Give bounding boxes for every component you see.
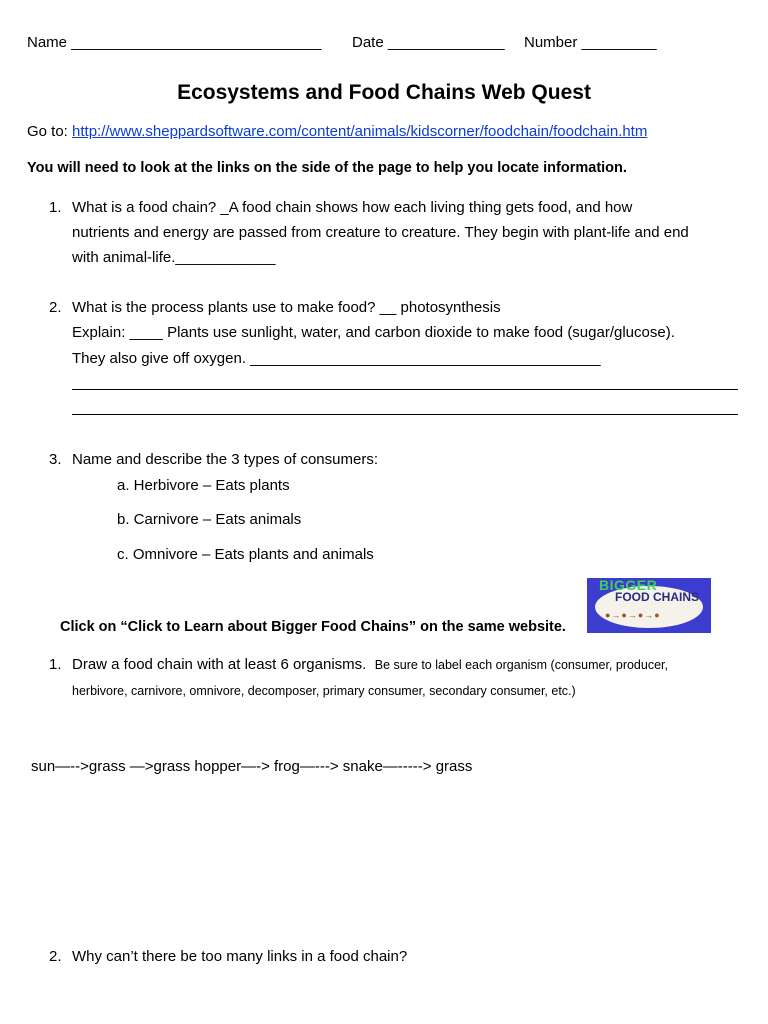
answer-blank-line-1 (72, 389, 738, 390)
q2-line-3: They also give off oxygen. __________________________________________ (72, 350, 601, 367)
badge-bigger-text: BIGGER (599, 578, 658, 593)
q1-line-3: with animal-life.____________ (72, 249, 276, 266)
p2-q2-number: 2. (49, 948, 62, 965)
q2-line-1: What is the process plants use to make food? __ photosynthesis (72, 299, 501, 316)
p2-q1-main: Draw a food chain with at least 6 organisms. (72, 656, 367, 673)
p2-q1-note-1: Be sure to label each organism (consumer, producer, (374, 658, 668, 672)
bigger-food-chains-instruction: Click on “Click to Learn about Bigger Food Chains” on the same website. (60, 619, 566, 635)
goto-label: Go to: (27, 123, 73, 140)
food-chain-answer: sun—-->grass —>grass hopper—-> frog—---> snake—-----> grass (31, 758, 473, 775)
p2-q1-line-1 (72, 656, 668, 674)
q3-item-omnivore: c. Omnivore – Eats plants and animals (117, 546, 374, 563)
q1-number: 1. (49, 199, 62, 216)
goto-line (27, 123, 647, 140)
badge-food-chains-text: FOOD CHAINS (615, 590, 699, 604)
p2-q1-number: 1. (49, 656, 62, 673)
bigger-food-chains-image (587, 578, 711, 633)
q1-line-2: nutrients and energy are passed from creature to creature. They begin with plant-life and end (72, 224, 689, 241)
instruction-text: You will need to look at the links on the side of the page to help you locate information. (27, 160, 627, 176)
date-field: Date ______________ (352, 34, 505, 51)
name-field: Name ______________________________ (27, 34, 322, 51)
sheppard-link[interactable]: http://www.sheppardsoftware.com/content/animals/kidscorner/foodchain/foodchain.htm (72, 123, 648, 140)
q2-number: 2. (49, 299, 62, 316)
answer-blank-line-2 (72, 414, 738, 415)
q1-line-1: What is a food chain? _A food chain shows how each living thing gets food, and how (72, 199, 633, 216)
q3-number: 3. (49, 451, 62, 468)
q3-prompt: Name and describe the 3 types of consumers: (72, 451, 378, 468)
badge-animals-icon: ●→●→●→● (605, 610, 661, 620)
p2-q2-text: Why can’t there be too many links in a food chain? (72, 948, 408, 965)
p2-q1-note-2: herbivore, carnivore, omnivore, decomposer, primary consumer, secondary consumer, etc.) (72, 684, 576, 698)
q3-item-herbivore: a. Herbivore – Eats plants (117, 477, 290, 494)
q2-line-2: Explain: ____ Plants use sunlight, water, and carbon dioxide to make food (sugar/glucose). (72, 324, 675, 341)
page-title: Ecosystems and Food Chains Web Quest (177, 81, 591, 104)
number-field: Number _________ (524, 34, 657, 51)
q3-item-carnivore: b. Carnivore – Eats animals (117, 511, 302, 528)
